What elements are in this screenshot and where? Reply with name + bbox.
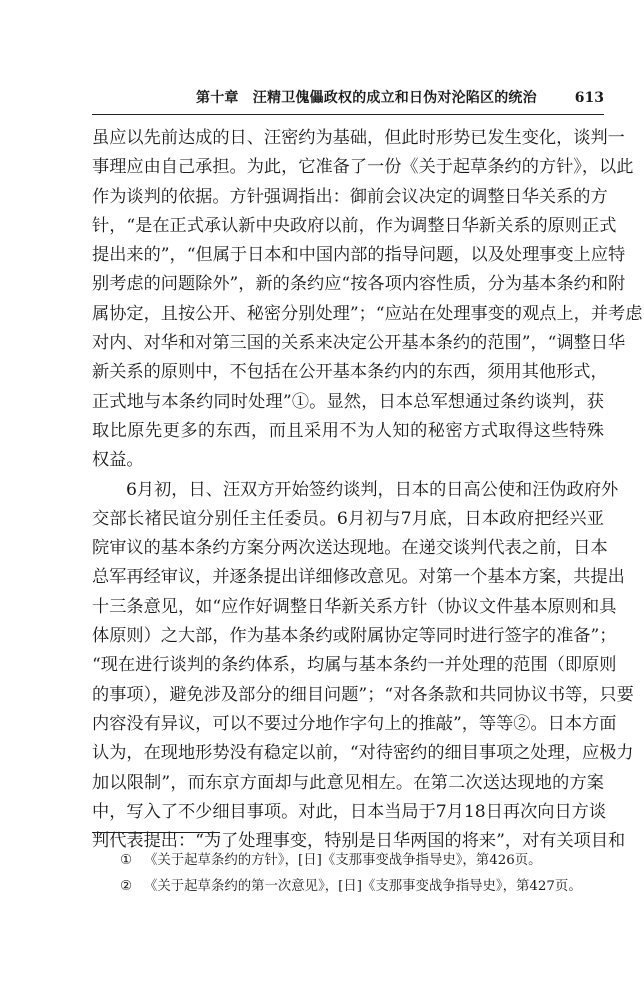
- body-text: [92, 124, 643, 856]
- text-line: 提出来的”，“但属于日本和中国内部的指导问题，以及处理事变上应特: [92, 245, 626, 266]
- text-line: 权益。: [92, 450, 144, 471]
- text-line: 虽应以先前达成的日、汪密约为基础，但此时形势已发生变化，谈判一: [92, 128, 625, 148]
- text-line: 取比原先更多的东西，而且采用不为人知的秘密方式取得这些特殊: [92, 420, 604, 441]
- text-line: 加以限制”，而东京方面却与此意见相左。在第二次送达现地的方案: [92, 772, 604, 793]
- text-line: 针，“是在正式承认新中央政府以前，作为调整日华新关系的原则正式: [92, 215, 617, 236]
- text-line: 的事项），避免涉及部分的细目问题”；“对各条款和共同协议书等，只要: [92, 684, 634, 705]
- text-line: 总军再经审议，并逐条提出详细修改意见。对第一个基本方案，共提出: [92, 567, 625, 588]
- text-line: 属协定，且按公开、秘密分别处理”；“应站在处理事变的观点上，并考虑: [92, 303, 643, 324]
- text-line: “现在进行谈判的条约体系，均属与基本条约一并处理的范围（即原则: [92, 655, 617, 676]
- text-line: 内容没有异议，可以不要过分地作字句上的推敲”，等等②。日本方面: [92, 713, 617, 734]
- text-line: 交部长褚民谊分别任主任委员。6月初与7月底，日本政府把经兴亚: [92, 508, 604, 529]
- page-number: 613: [574, 90, 604, 106]
- chapter-title: 第十章 汪精卫傀儡政权的成立和日伪对沦陷区的统治: [196, 90, 537, 106]
- text-line: 认为，在现地形势没有稳定以前，“对待密约的细目事项之处理，应极力: [92, 743, 634, 764]
- footnote-rule: [92, 832, 220, 833]
- footnote-mark: ①: [120, 853, 133, 868]
- footnote-text: 《关于起草条约的方针》，[日]《支那事变战争指导史》，第426页。: [144, 853, 542, 868]
- text-line: 体原则）之大部，作为基本条约或附属协定等同时进行签字的准备”；: [92, 626, 617, 647]
- footnote-item: [120, 848, 604, 874]
- footnotes: [120, 848, 604, 900]
- footnote-item: [120, 874, 604, 900]
- header-rule: [92, 114, 604, 115]
- text-line: 正式地与本条约同时处理”①。显然，日本总军想通过条约谈判，获: [92, 391, 604, 412]
- text-line: 院审议的基本条约方案分两次送达现地。在递交谈判代表之前，日本: [92, 538, 608, 559]
- text-line: 十三条意见，如“应作好调整日华新关系方针（协议文件基本原则和具: [92, 596, 617, 617]
- footnote-text: 《关于起草条约的第一次意见》，[日]《支那事变战争指导史》，第427页。: [144, 879, 582, 894]
- paragraph-start-line: 6月初，日、汪双方开始签约谈判，日本的日高公使和汪伪政府外: [126, 479, 619, 500]
- text-line: 判代表提出：“为了处理事变，特别是日华两国的将来”，对有关项目和: [92, 831, 626, 852]
- text-line: 作为谈判的依据。方针强调指出：御前会议决定的调整日华关系的方: [92, 186, 608, 207]
- text-line: 新关系的原则中，不包括在公开基本条约内的东西，须用其他形式，: [92, 362, 608, 383]
- text-line: 对内、对华和对第三国的关系来决定公开基本条约的范围”，“调整日华: [92, 333, 626, 354]
- text-line: 中，写入了不少细目事项。对此，日本当局于7月18日再次向日方谈: [92, 801, 607, 822]
- text-line: 别考虑的问题除外”，新的条约应“按各项内容性质，分为基本条约和附: [92, 274, 626, 295]
- footnote-mark: ②: [120, 879, 133, 894]
- text-line: 事理应由自己承担。为此，它准备了一份《关于起草条约的方针》，以此: [92, 157, 634, 178]
